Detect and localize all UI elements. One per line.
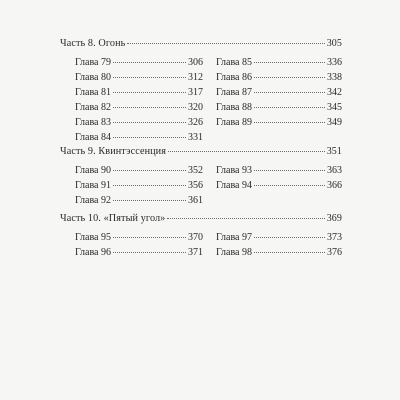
dot-leader	[113, 137, 186, 138]
chapter-page: 331	[188, 132, 203, 143]
chapter-page: 356	[188, 180, 203, 191]
chapter-column-left	[75, 232, 203, 262]
chapter-page: 326	[188, 117, 203, 128]
chapter-entry	[75, 180, 203, 195]
chapter-label: Глава 80	[75, 72, 111, 83]
chapter-page: 376	[327, 247, 342, 258]
chapter-entry	[216, 232, 342, 247]
dot-leader	[254, 77, 325, 78]
part-page-number: 305	[326, 38, 342, 49]
chapter-entry	[216, 180, 342, 195]
chapter-page: 349	[327, 117, 342, 128]
chapter-label: Глава 91	[75, 180, 111, 191]
chapter-entry	[216, 72, 342, 87]
dot-leader	[254, 170, 325, 171]
chapter-column-right	[216, 57, 342, 147]
chapter-entry	[75, 57, 203, 72]
chapter-entry	[75, 232, 203, 247]
part-heading	[60, 38, 342, 52]
part-8-section	[60, 38, 342, 147]
part-title: Часть 8. Огонь	[60, 38, 126, 49]
chapter-label: Глава 96	[75, 247, 111, 258]
dot-leader	[113, 92, 186, 93]
chapter-page: 363	[327, 165, 342, 176]
chapter-column-left	[75, 57, 203, 147]
part-heading	[60, 213, 342, 227]
part-title: Часть 10. «Пятый угол»	[60, 213, 166, 224]
chapter-page: 342	[327, 87, 342, 98]
chapter-label: Глава 82	[75, 102, 111, 113]
chapter-label: Глава 93	[216, 165, 252, 176]
chapter-page: 306	[188, 57, 203, 68]
dot-leader	[113, 170, 186, 171]
dot-leader	[113, 185, 186, 186]
chapter-label: Глава 98	[216, 247, 252, 258]
chapter-entry	[75, 117, 203, 132]
dot-leader	[254, 62, 325, 63]
dot-leader	[113, 62, 186, 63]
chapter-entry	[216, 247, 342, 262]
chapter-label: Глава 89	[216, 117, 252, 128]
chapter-label: Глава 84	[75, 132, 111, 143]
dot-leader	[127, 43, 324, 44]
chapter-entry	[75, 165, 203, 180]
dot-leader	[254, 252, 325, 253]
dot-leader	[167, 218, 324, 219]
chapter-label: Глава 85	[216, 57, 252, 68]
dot-leader	[254, 185, 325, 186]
chapter-label: Глава 97	[216, 232, 252, 243]
chapter-columns	[60, 232, 342, 262]
chapter-entry	[216, 102, 342, 117]
dot-leader	[254, 92, 325, 93]
chapter-label: Глава 94	[216, 180, 252, 191]
dot-leader	[113, 107, 186, 108]
chapter-page: 373	[327, 232, 342, 243]
chapter-label: Глава 92	[75, 195, 111, 206]
chapter-page: 317	[188, 87, 203, 98]
chapter-entry	[216, 87, 342, 102]
chapter-entry	[75, 102, 203, 117]
chapter-page: 366	[327, 180, 342, 191]
chapter-label: Глава 90	[75, 165, 111, 176]
dot-leader	[254, 122, 325, 123]
chapter-page: 371	[188, 247, 203, 258]
chapter-entry	[216, 117, 342, 132]
chapter-entry	[216, 165, 342, 180]
chapter-entry	[75, 132, 203, 147]
dot-leader	[113, 252, 186, 253]
chapter-page: 320	[188, 102, 203, 113]
chapter-columns	[60, 57, 342, 147]
chapter-page: 352	[188, 165, 203, 176]
chapter-label: Глава 88	[216, 102, 252, 113]
chapter-label: Глава 79	[75, 57, 111, 68]
part-10-section	[60, 213, 342, 262]
chapter-column-right	[216, 232, 342, 262]
chapter-label: Глава 87	[216, 87, 252, 98]
chapter-entry	[75, 72, 203, 87]
chapter-label: Глава 81	[75, 87, 111, 98]
chapter-entry	[75, 87, 203, 102]
chapter-page: 336	[327, 57, 342, 68]
chapter-label: Глава 95	[75, 232, 111, 243]
dot-leader	[254, 107, 325, 108]
part-title: Часть 9. Квинтэссенция	[60, 146, 167, 157]
part-page-number: 351	[326, 146, 342, 157]
chapter-label: Глава 86	[216, 72, 252, 83]
chapter-column-right	[216, 165, 342, 210]
chapter-page: 361	[188, 195, 203, 206]
part-9-section	[60, 146, 342, 210]
dot-leader	[113, 122, 186, 123]
chapter-columns	[60, 165, 342, 210]
chapter-entry	[216, 57, 342, 72]
chapter-page: 312	[188, 72, 203, 83]
chapter-page: 370	[188, 232, 203, 243]
part-heading	[60, 146, 342, 160]
chapter-entry	[75, 195, 203, 210]
chapter-column-left	[75, 165, 203, 210]
dot-leader	[113, 77, 186, 78]
chapter-entry	[75, 247, 203, 262]
dot-leader	[168, 151, 325, 152]
dot-leader	[254, 237, 325, 238]
dot-leader	[113, 237, 186, 238]
part-page-number: 369	[326, 213, 342, 224]
chapter-label: Глава 83	[75, 117, 111, 128]
chapter-page: 338	[327, 72, 342, 83]
dot-leader	[113, 200, 186, 201]
chapter-page: 345	[327, 102, 342, 113]
